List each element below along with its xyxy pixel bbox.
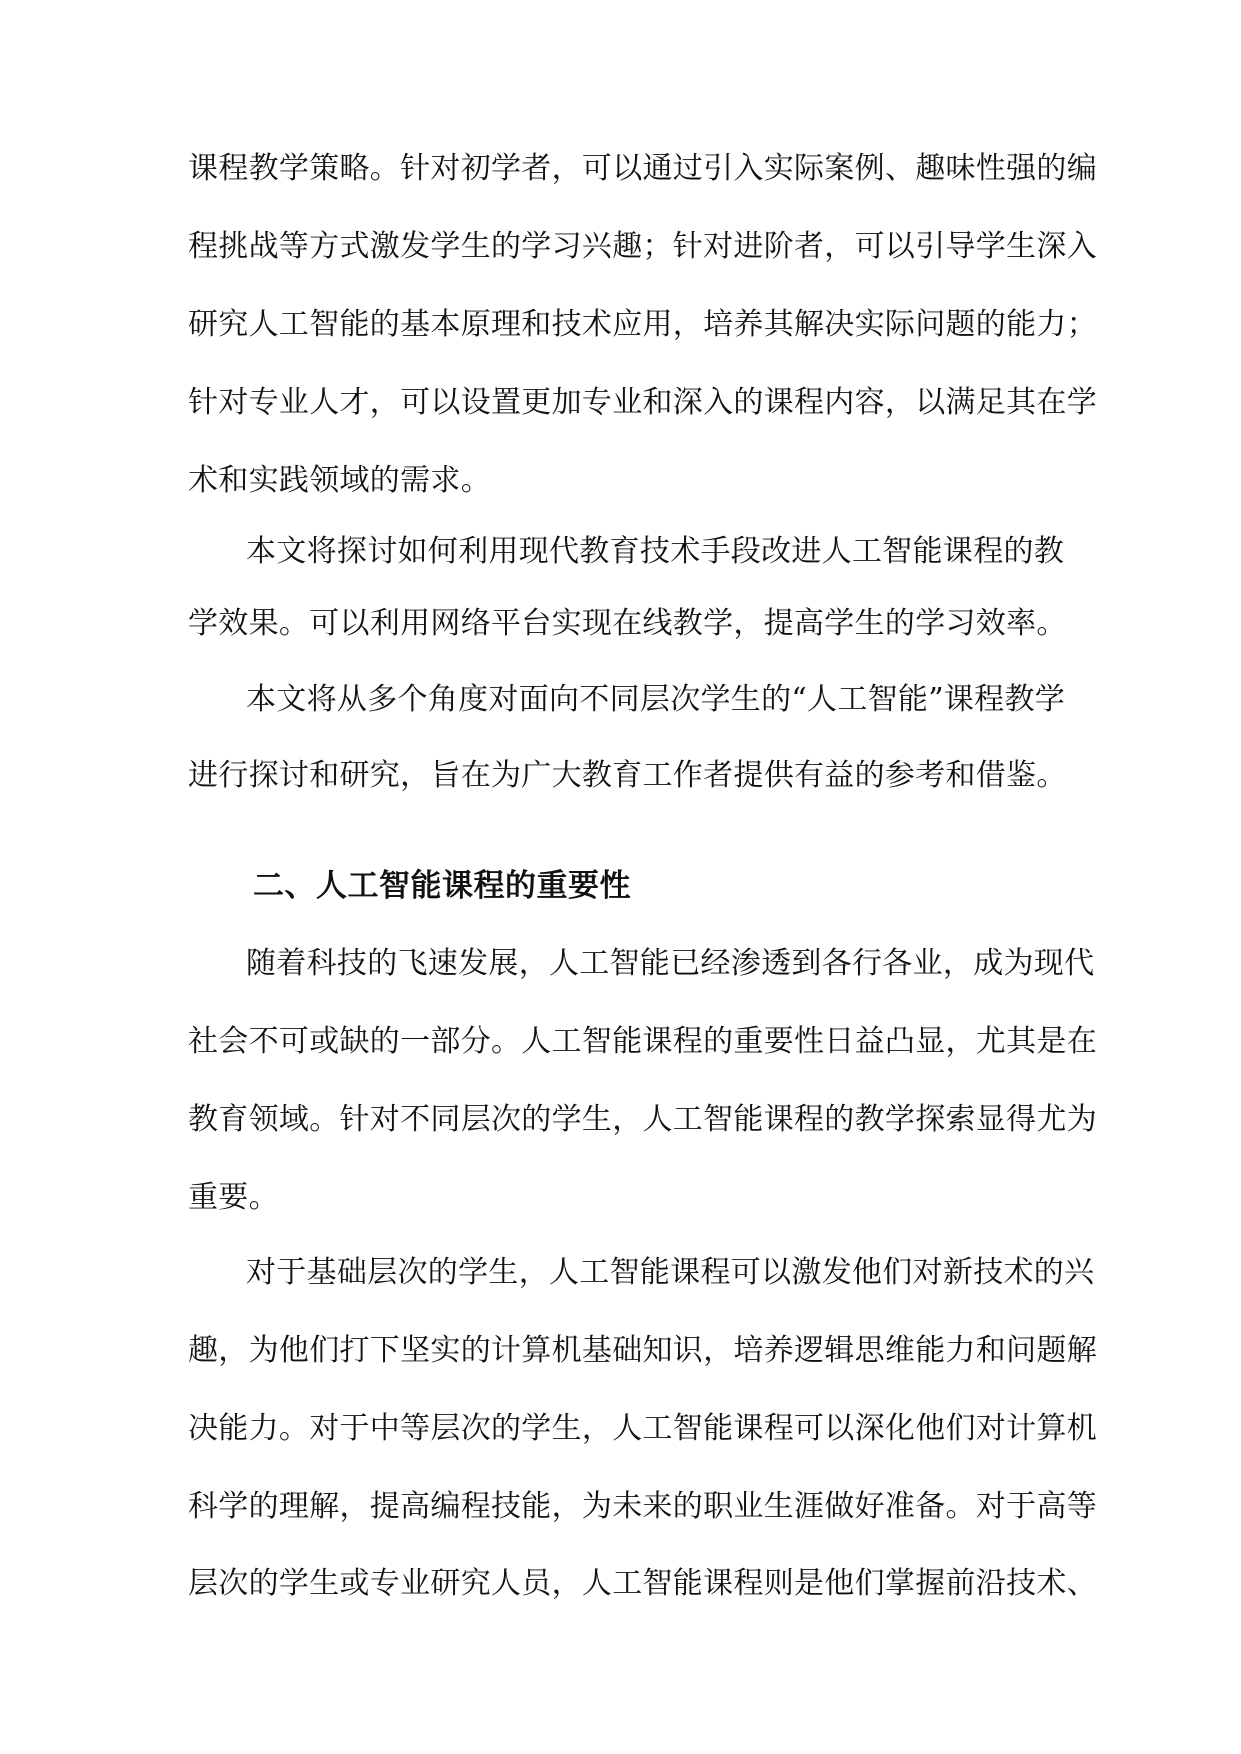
text-line: 对于基础层次的学生，人工智能课程可以激发他们对新技术的兴 [246,1255,1095,1290]
text-line: 本文将探讨如何利用现代教育技术手段改进人工智能课程的教 [246,534,1065,569]
text-line: 社会不可或缺的一部分。人工智能课程的重要性日益凸显，尤其是在 [188,1024,1097,1059]
text-line: 研究人工智能的基本原理和技术应用，培养其解决实际问题的能力； [188,307,1097,342]
text-line: 随着科技的飞速发展，人工智能已经渗透到各行各业，成为现代 [246,946,1095,981]
text-line: 术和实践领域的需求。 [188,463,491,498]
text-line: 趣，为他们打下坚实的计算机基础知识，培养逻辑思维能力和问题解 [188,1333,1097,1368]
text-line: 决能力。对于中等层次的学生，人工智能课程可以深化他们对计算机 [188,1411,1097,1446]
section-heading: 二、人工智能课程的重要性 [253,868,631,904]
text-line: 程挑战等方式激发学生的学习兴趣；针对进阶者，可以引导学生深入 [188,229,1097,264]
text-line: 针对专业人才，可以设置更加专业和深入的课程内容，以满足其在学 [188,385,1097,420]
text-line: 科学的理解，提高编程技能，为未来的职业生涯做好准备。对于高等 [188,1489,1097,1524]
text-line: 层次的学生或专业研究人员，人工智能课程则是他们掌握前沿技术、 [188,1566,1097,1601]
text-line: 进行探讨和研究，旨在为广大教育工作者提供有益的参考和借鉴。 [188,758,1067,793]
text-line: 课程教学策略。针对初学者，可以通过引入实际案例、趣味性强的编 [188,151,1097,186]
text-line: 本文将从多个角度对面向不同层次学生的“人工智能”课程教学 [246,682,1066,717]
text-line: 教育领域。针对不同层次的学生，人工智能课程的教学探索显得尤为 [188,1102,1097,1137]
text-line: 学效果。可以利用网络平台实现在线教学，提高学生的学习效率。 [188,606,1067,641]
text-line: 重要。 [188,1180,279,1215]
